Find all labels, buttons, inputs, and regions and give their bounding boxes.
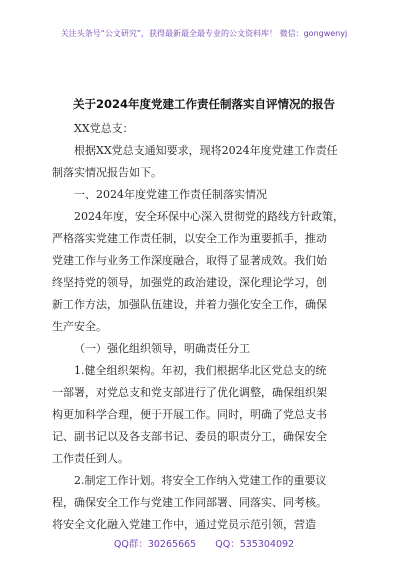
- footer-qq: QQ：535304092: [215, 539, 295, 550]
- body-line: 将安全文化融入党建工作中，通过党员示范引领，营造: [52, 518, 316, 531]
- document-title: 关于2024年度党建工作责任制落实自评情况的报告: [72, 97, 335, 111]
- body-line: （一）强化组织领导，明确责任分工: [74, 342, 250, 355]
- body-line: 构更加科学合理，便于开展工作。同时，明确了党总支书: [52, 408, 327, 421]
- body-line: 工作责任到人。: [52, 452, 129, 465]
- body-line: 记、副书记以及各支部书记、委员的职责分工，确保安全: [52, 430, 327, 443]
- body-line: 终坚持党的领导，加强党的政治建设，深化理论学习，创: [52, 276, 327, 289]
- body-line: XX党总支：: [74, 122, 134, 135]
- body-line: 新工作方法，加强队伍建设，并着力强化安全工作，确保: [52, 298, 327, 311]
- body-line: 1.健全组织架构。年初，我们根据华北区党总支的统: [74, 364, 327, 377]
- body-line: 2024年度，安全环保中心深入贯彻党的路线方针政策，: [74, 210, 344, 223]
- body-line: 2.制定工作计划。将安全工作纳入党建工作的重要议: [74, 474, 327, 487]
- header-notice: 关注头条号“公文研究”，获得最新最全最专业的公文资料库！ 微信：gongwenyj: [60, 29, 348, 38]
- body-line: 生产安全。: [52, 320, 107, 333]
- body-line: 严格落实党建工作责任制，以安全工作为重要抓手，推动: [52, 232, 327, 245]
- body-line: 制落实情况报告如下。: [52, 166, 162, 179]
- body-line: 一、2024年度党建工作责任制落实情况: [74, 188, 267, 201]
- body-line: 党建工作与业务工作深度融合，取得了显著成效。我们始: [52, 254, 327, 267]
- body-line: 一部署，对党总支和党支部进行了优化调整，确保组织架: [52, 386, 327, 399]
- body-line: 根据XX党总支通知要求，现将2024年度党建工作责任: [74, 144, 338, 157]
- footer-contacts: [0, 536, 408, 550]
- document-body: [52, 118, 362, 536]
- body-line: 程，确保安全工作与党建工作同部署、同落实、同考核。: [52, 496, 327, 509]
- footer-qq-group: QQ群：30265665: [113, 539, 197, 550]
